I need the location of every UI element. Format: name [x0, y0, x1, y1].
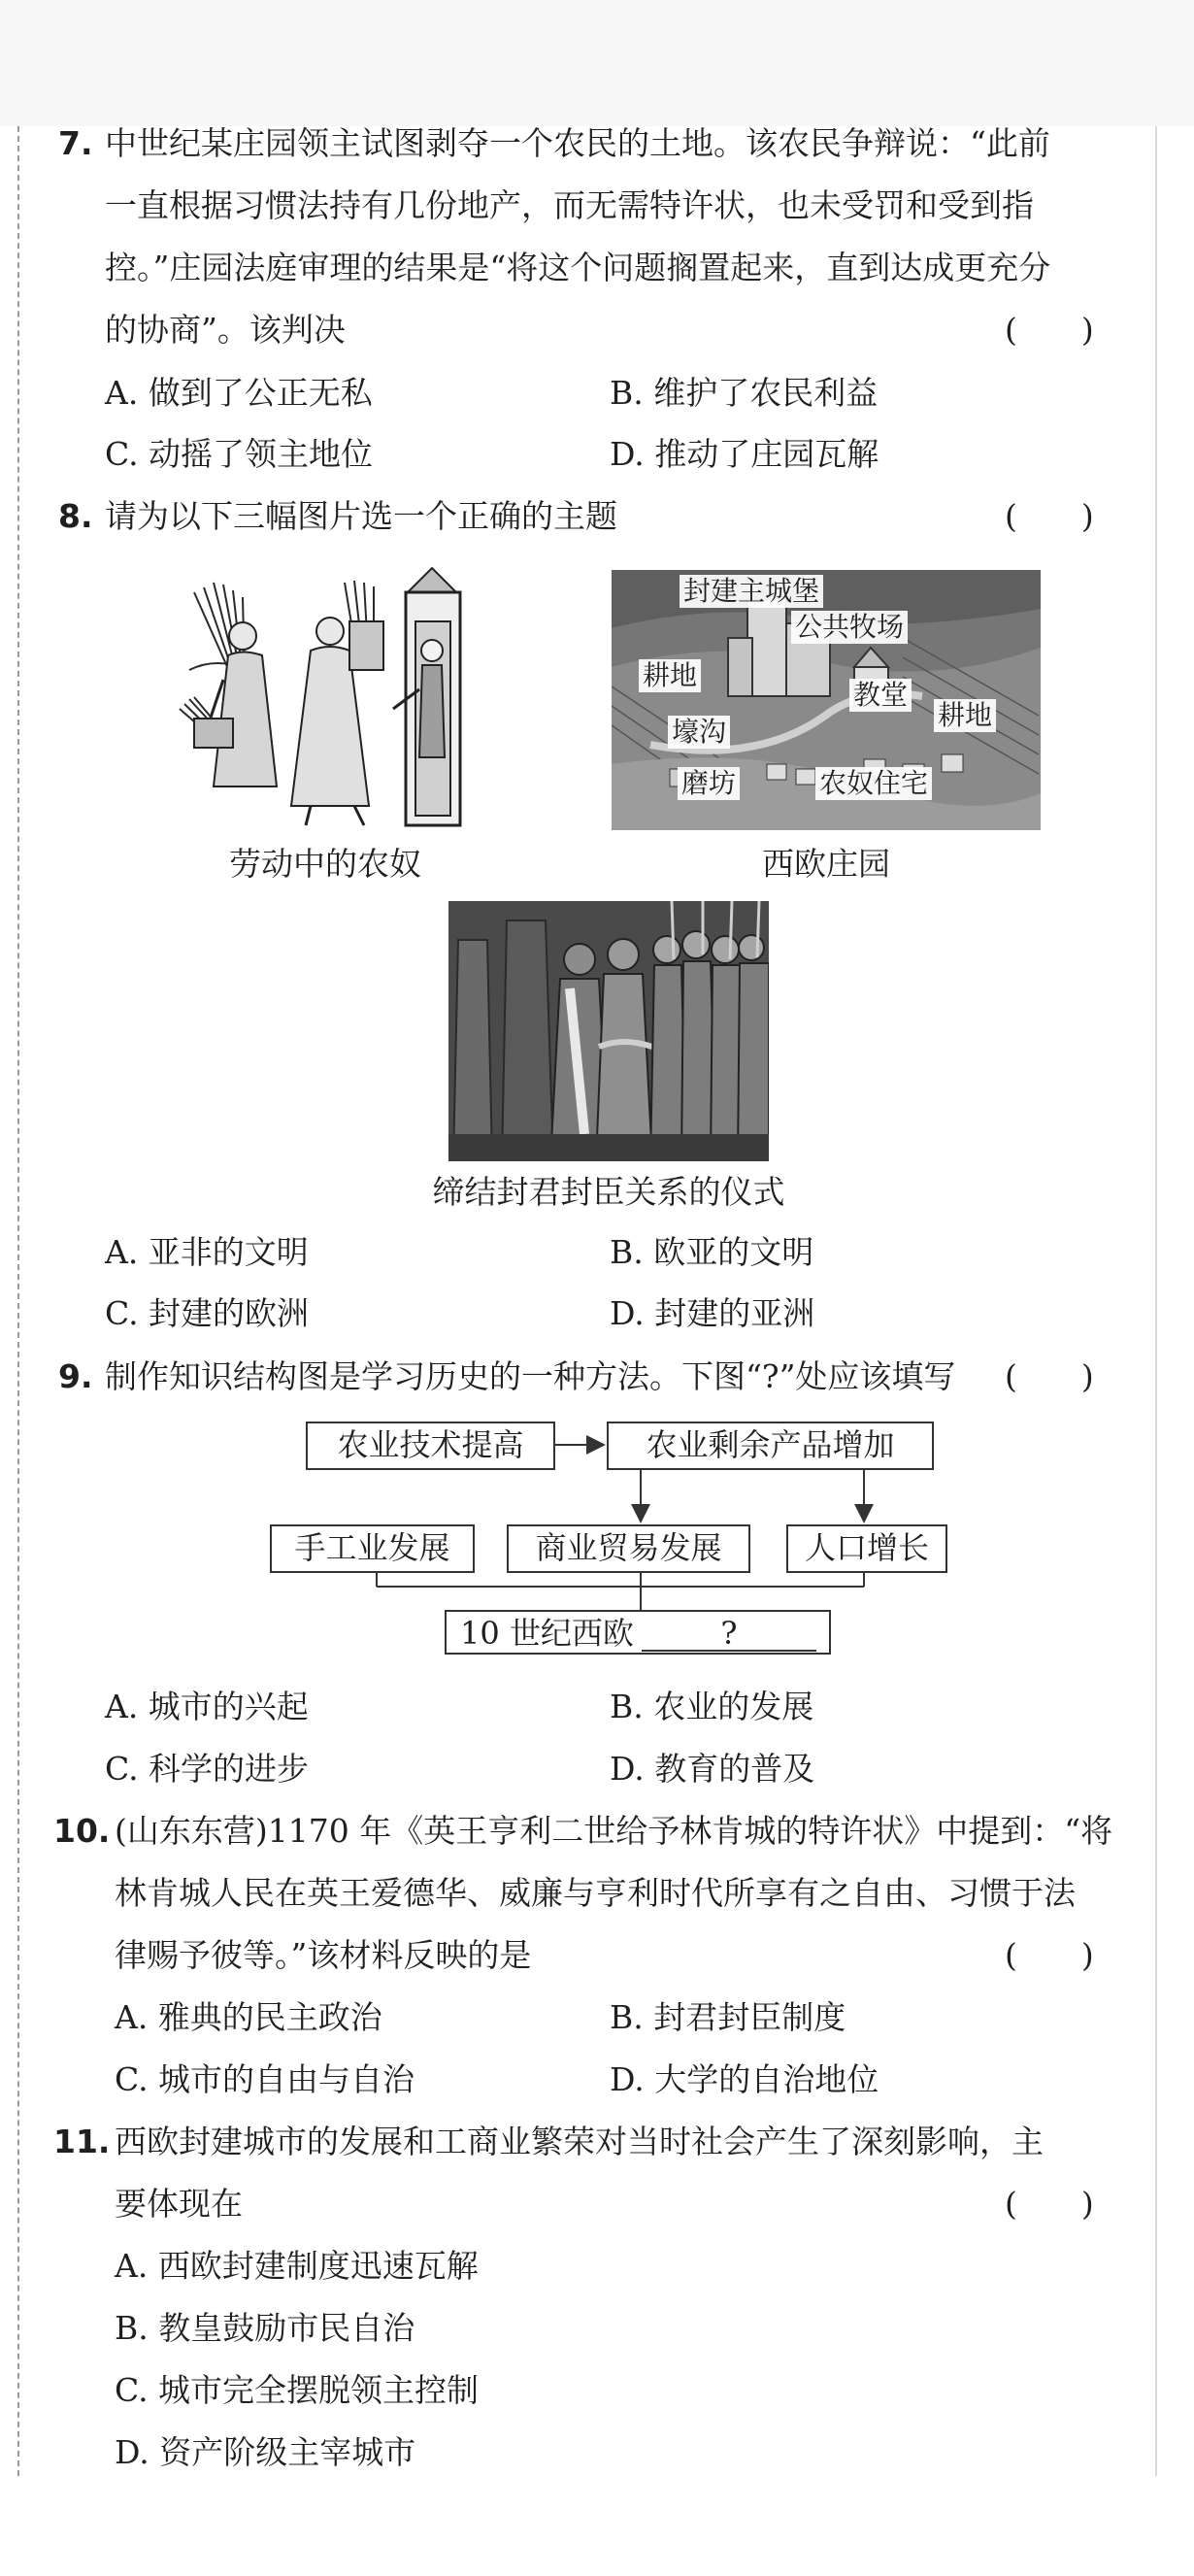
option-a[interactable]: A. 雅典的民主政治 [115, 1998, 382, 2036]
answer-parentheses: ( ) [1005, 311, 1094, 349]
option-c[interactable]: C. 动摇了领主地位 [105, 435, 374, 473]
flow-box-result [445, 1610, 831, 1655]
option-c[interactable]: C. 科学的进步 [105, 1750, 310, 1788]
option-b[interactable]: B. 教皇鼓励市民自治 [115, 2309, 415, 2347]
option-a[interactable]: A. 城市的兴起 [105, 1688, 309, 1725]
question-number: 7. [58, 124, 93, 162]
option-a[interactable]: A. 做到了公正无私 [105, 374, 373, 412]
option-d[interactable]: D. 封建的亚洲 [610, 1294, 815, 1332]
map-label-farmland: 耕地 [934, 699, 996, 732]
flow-box-population: 人口增长 [786, 1524, 947, 1573]
question-stem-line: (山东东营)1170 年《英王亨利二世给予林肯城的特许状》中提到：“将 [115, 1812, 1113, 1850]
flow-box-commerce: 商业贸易发展 [507, 1524, 750, 1573]
option-b[interactable]: B. 欧亚的文明 [610, 1233, 814, 1271]
question-number: 9. [58, 1357, 93, 1395]
question-stem-line: 要体现在 [115, 2185, 243, 2223]
answer-parentheses: ( ) [1005, 497, 1094, 535]
question-stem-line: 律赐予彼等。”该材料反映的是 [115, 1936, 532, 1974]
question-stem-line: 中世纪某庄园领主试图剥夺一个农民的土地。该农民争辩说：“此前 [105, 124, 1050, 162]
option-a[interactable]: A. 西欧封建制度迅速瓦解 [115, 2247, 479, 2285]
question-stem-line: 的协商”。该判决 [105, 311, 346, 349]
option-b[interactable]: B. 维护了农民利益 [610, 374, 879, 412]
map-label-farmland: 耕地 [639, 659, 701, 692]
answer-parentheses: ( ) [1005, 2185, 1094, 2223]
option-b[interactable]: B. 封君封臣制度 [610, 1998, 846, 2036]
map-label-pasture: 公共牧场 [791, 611, 908, 644]
image-caption: 劳动中的农奴 [229, 845, 421, 883]
map-label-serf-houses: 农奴住宅 [815, 767, 932, 800]
map-label-castle: 封建主城堡 [680, 575, 823, 608]
image-caption: 缔结封君封臣关系的仪式 [432, 1173, 785, 1211]
question-stem-line: 控。”庄园法庭审理的结果是“将这个问题搁置起来，直到达成更充分 [105, 249, 1051, 286]
option-c[interactable]: C. 城市的自由与自治 [115, 2060, 415, 2098]
question-number: 11. [53, 2123, 111, 2160]
option-d[interactable]: D. 大学的自治地位 [610, 2060, 879, 2098]
question-stem: 请为以下三幅图片选一个正确的主题 [105, 497, 617, 535]
answer-blank: ? [642, 1617, 816, 1652]
option-b[interactable]: B. 农业的发展 [610, 1688, 814, 1725]
question-number: 8. [58, 497, 93, 535]
question-stem: 制作知识结构图是学习历史的一种方法。下图“?”处应该填写 [105, 1357, 956, 1395]
answer-parentheses: ( ) [1005, 1936, 1094, 1974]
flow-box-agri-tech: 农业技术提高 [306, 1422, 555, 1470]
flow-box-handicraft: 手工业发展 [270, 1524, 475, 1573]
option-d[interactable]: D. 教育的普及 [610, 1750, 815, 1788]
flow-box-surplus: 农业剩余产品增加 [607, 1422, 934, 1470]
option-d[interactable]: D. 推动了庄园瓦解 [610, 435, 879, 473]
image-caption: 西欧庄园 [762, 845, 890, 883]
question-stem-line: 西欧封建城市的发展和工商业繁荣对当时社会产生了深刻影响，主 [115, 2123, 1044, 2160]
option-c[interactable]: C. 城市完全摆脱领主控制 [115, 2371, 480, 2409]
question-stem-line: 一直根据习惯法持有几份地产，而无需特许状，也未受罚和受到指 [105, 186, 1034, 224]
option-a[interactable]: A. 亚非的文明 [105, 1233, 309, 1271]
map-label-church: 教堂 [849, 679, 912, 712]
option-d[interactable]: D. 资产阶级主宰城市 [115, 2433, 416, 2471]
flow-result-prefix: 10 世纪西欧 [460, 1615, 634, 1652]
answer-parentheses: ( ) [1005, 1357, 1094, 1395]
question-number: 10. [53, 1812, 111, 1850]
map-label-mill: 磨坊 [678, 767, 740, 800]
map-label-moat: 壕沟 [668, 716, 730, 749]
option-c[interactable]: C. 封建的欧洲 [105, 1294, 310, 1332]
question-stem-line: 林肯城人民在英王爱德华、威廉与亨利时代所享有之自由、习惯于法 [115, 1874, 1076, 1912]
